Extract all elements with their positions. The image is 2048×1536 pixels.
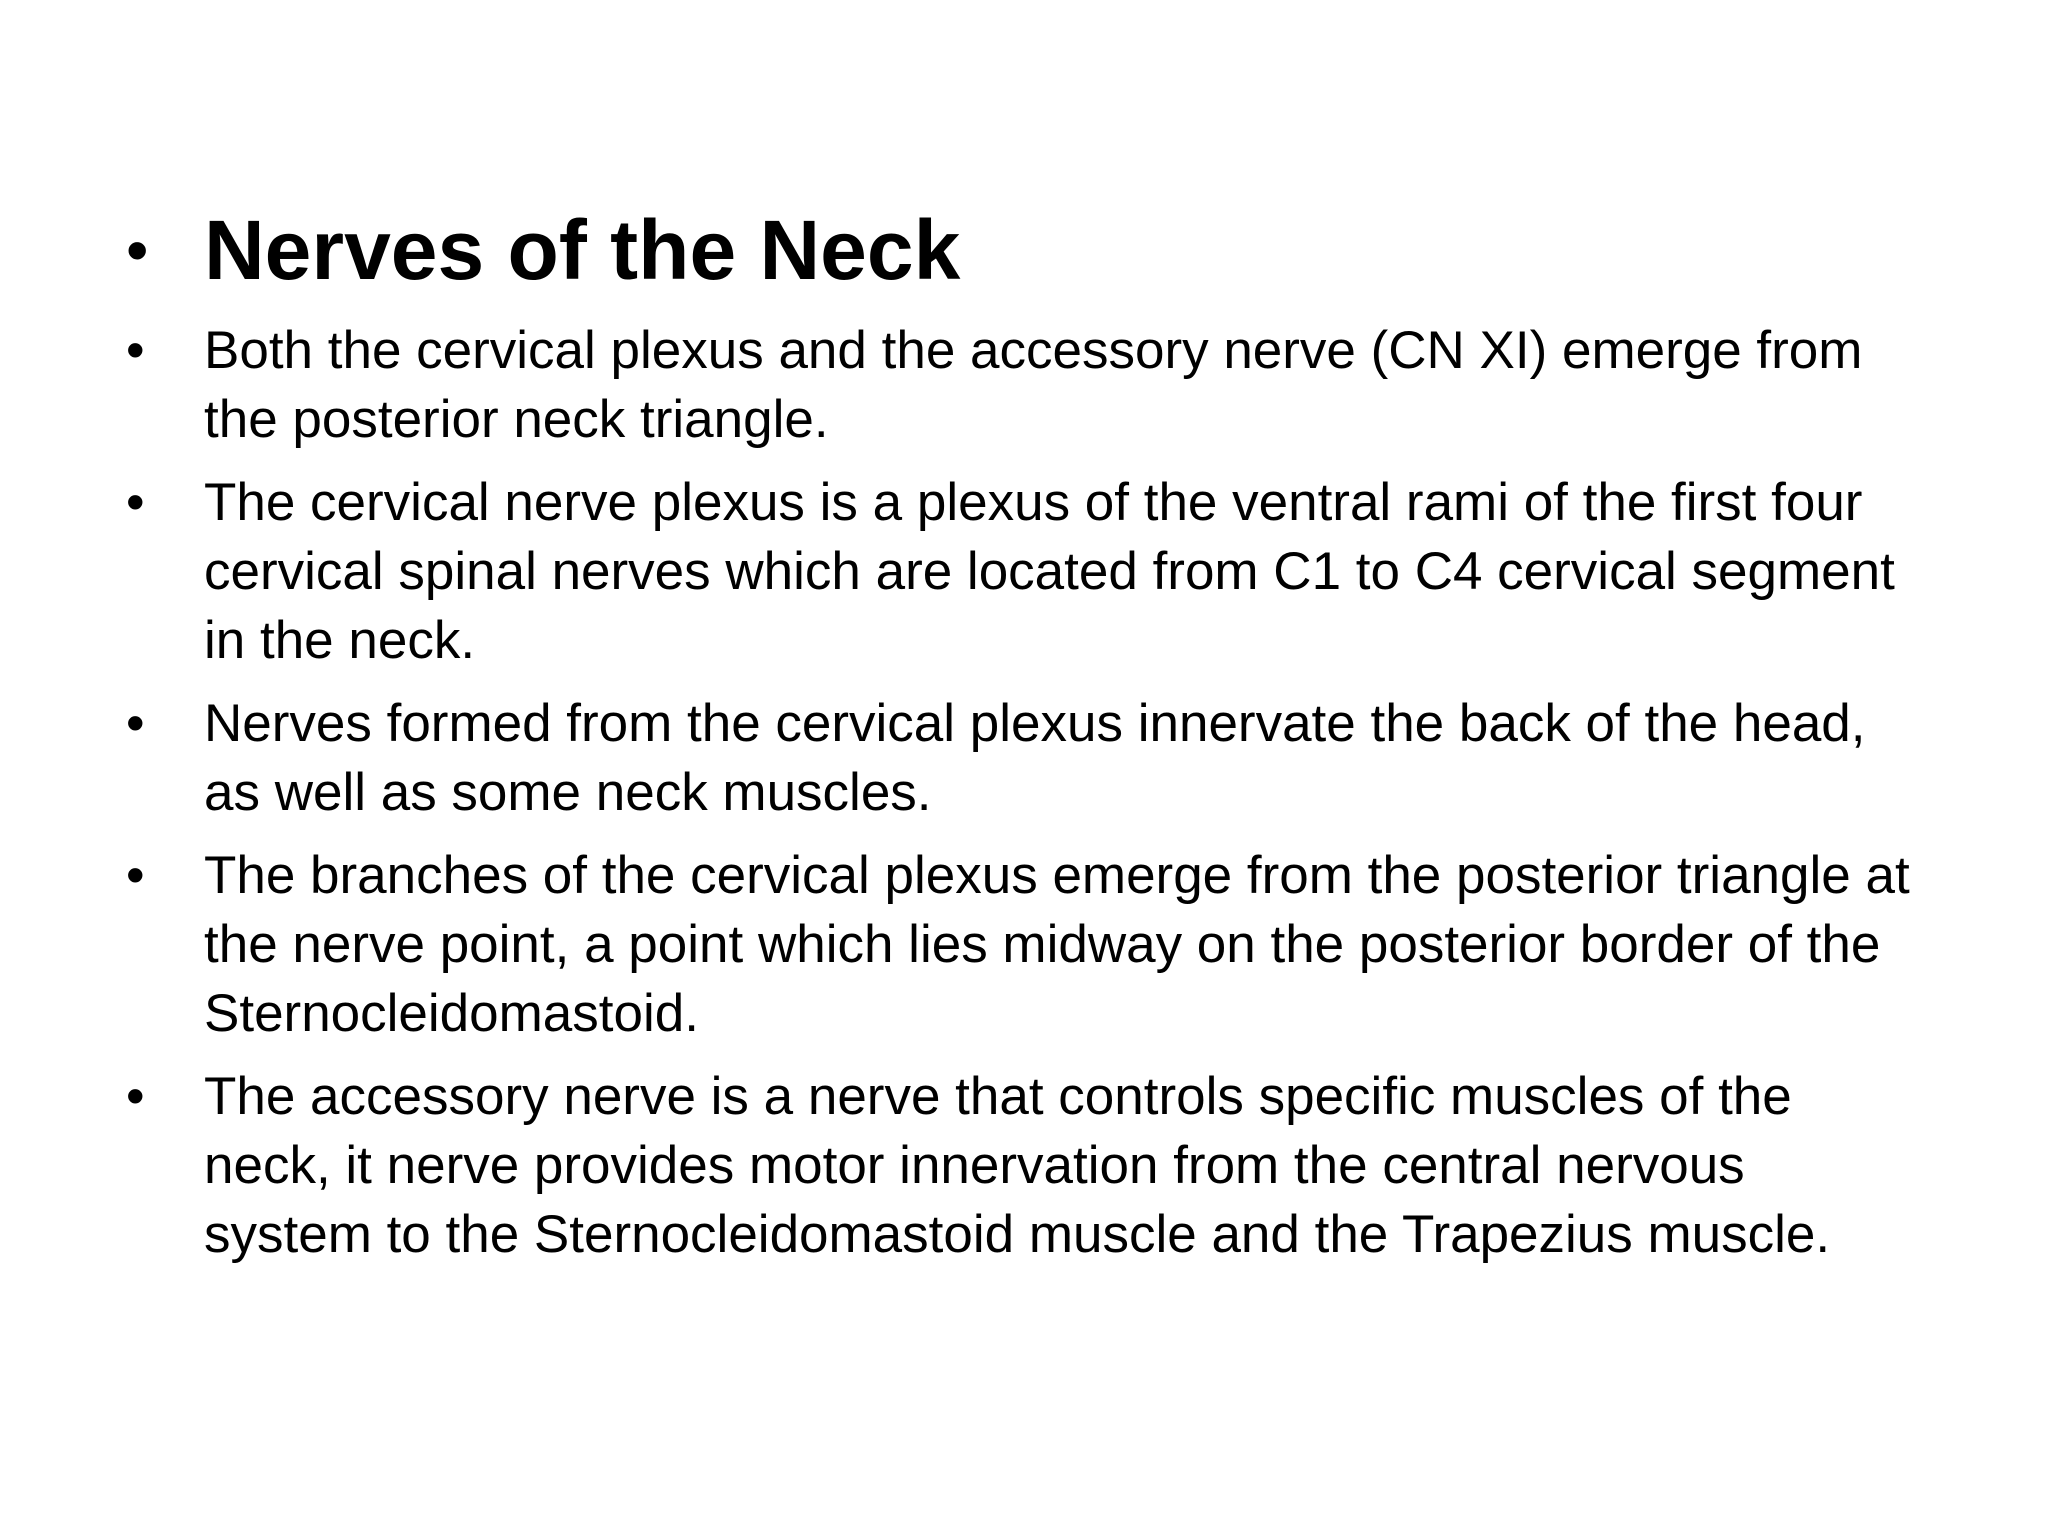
- bullet-dot-icon: •: [126, 321, 145, 380]
- bullet-text: The branches of the cervical plexus emerge from the posterior triangle at the nerve point, a point which lies midway on the posterior border of the Sternocleidomastoid.: [204, 846, 1910, 1043]
- heading-text: Nerves of the Neck: [204, 203, 961, 297]
- bullet-point: [126, 468, 1926, 675]
- bullet-list: [126, 196, 1926, 1283]
- bullet-dot-icon: •: [126, 473, 145, 532]
- bullet-text: The accessory nerve is a nerve that controls specific muscles of the neck, it nerve provides motor innervation from the central nervous system to the Sternocleidomastoid muscle and the Trapezius muscle.: [204, 1067, 1831, 1264]
- slide-heading: [126, 196, 1926, 304]
- bullet-point: [126, 1062, 1926, 1269]
- bullet-text: Nerves formed from the cervical plexus innervate the back of the head, as well as some neck muscles.: [204, 694, 1866, 822]
- bullet-point: [126, 316, 1926, 454]
- bullet-point: [126, 841, 1926, 1048]
- bullet-dot-icon: •: [126, 214, 149, 286]
- bullet-text: The cervical nerve plexus is a plexus of the ventral rami of the first four cervical spinal nerves which are located from C1 to C4 cervical segment in the neck.: [204, 473, 1895, 670]
- bullet-dot-icon: •: [126, 694, 145, 753]
- bullet-dot-icon: •: [126, 1067, 145, 1126]
- bullet-dot-icon: •: [126, 846, 145, 905]
- bullet-text: Both the cervical plexus and the accessory nerve (CN XI) emerge from the posterior neck triangle.: [204, 321, 1863, 449]
- bullet-point: [126, 689, 1926, 827]
